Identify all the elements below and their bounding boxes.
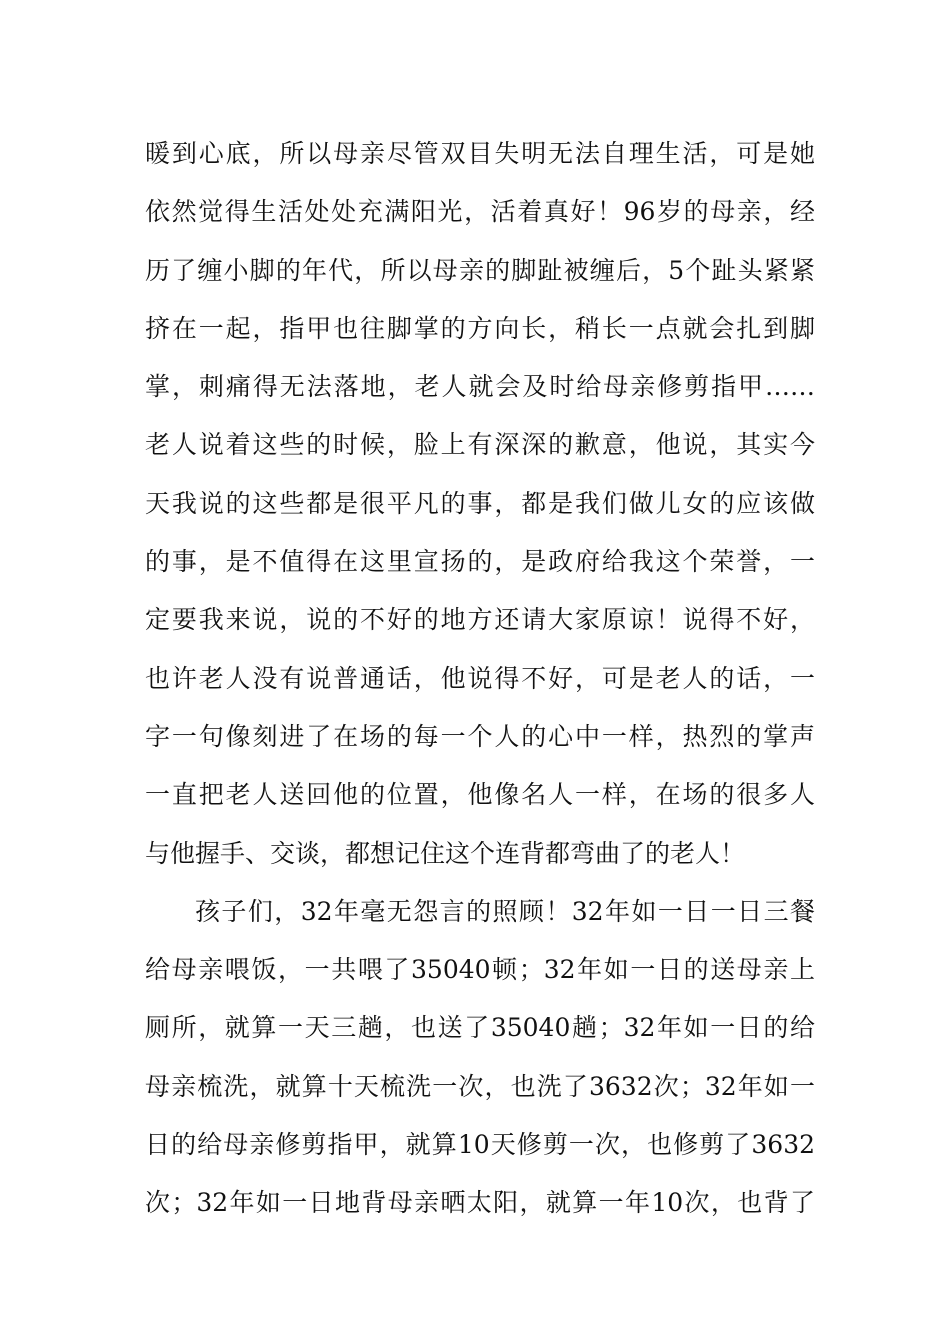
paragraph-first-line: 孩子们，32年毫无怨言的照顾！32年如一日一日三餐 bbox=[195, 896, 815, 926]
text-line: 也许老人没有说普通话，他说得不好，可是老人的话，一 bbox=[145, 663, 815, 693]
body-text bbox=[145, 125, 815, 1233]
text-line: 一直把老人送回他的位置，他像名人一样，在场的很多人 bbox=[145, 780, 815, 810]
text-line: 次；32年如一日地背母亲晒太阳，就算一年10次，也背了 bbox=[145, 1188, 815, 1218]
text-line: 天我说的这些都是很平凡的事，都是我们做儿女的应该做 bbox=[145, 488, 815, 518]
text-line: 字一句像刻进了在场的每一个人的心中一样，热烈的掌声 bbox=[145, 721, 815, 751]
text-line: 老人说着这些的时候，脸上有深深的歉意，他说，其实今 bbox=[145, 430, 815, 460]
text-line: 掌，刺痛得无法落地，老人就会及时给母亲修剪指甲…… bbox=[145, 372, 815, 402]
text-line: 日的给母亲修剪指甲，就算10天修剪一次，也修剪了3632 bbox=[145, 1130, 815, 1160]
text-line: 历了缠小脚的年代，所以母亲的脚趾被缠后，5个趾头紧紧 bbox=[145, 255, 815, 285]
text-line: 给母亲喂饭，一共喂了35040顿；32年如一日的送母亲上 bbox=[145, 955, 815, 985]
text-line: 暖到心底，所以母亲尽管双目失明无法自理生活，可是她 bbox=[145, 139, 815, 168]
paragraph-end-line: 与他握手、交谈，都想记住这个连背都弯曲了的老人！ bbox=[145, 838, 746, 868]
text-line: 母亲梳洗，就算十天梳洗一次，也洗了3632次；32年如一 bbox=[145, 1071, 815, 1101]
text-line: 厕所，就算一天三趟，也送了35040趟；32年如一日的给 bbox=[145, 1013, 815, 1043]
text-line: 定要我来说，说的不好的地方还请大家原谅！说得不好， bbox=[145, 605, 815, 635]
text-line: 依然觉得生活处处充满阳光，活着真好！96岁的母亲，经 bbox=[145, 197, 815, 227]
text-line: 挤在一起，指甲也往脚掌的方向长，稍长一点就会扎到脚 bbox=[145, 313, 815, 343]
text-line: 的事，是不值得在这里宣扬的，是政府给我这个荣誉，一 bbox=[145, 547, 815, 577]
